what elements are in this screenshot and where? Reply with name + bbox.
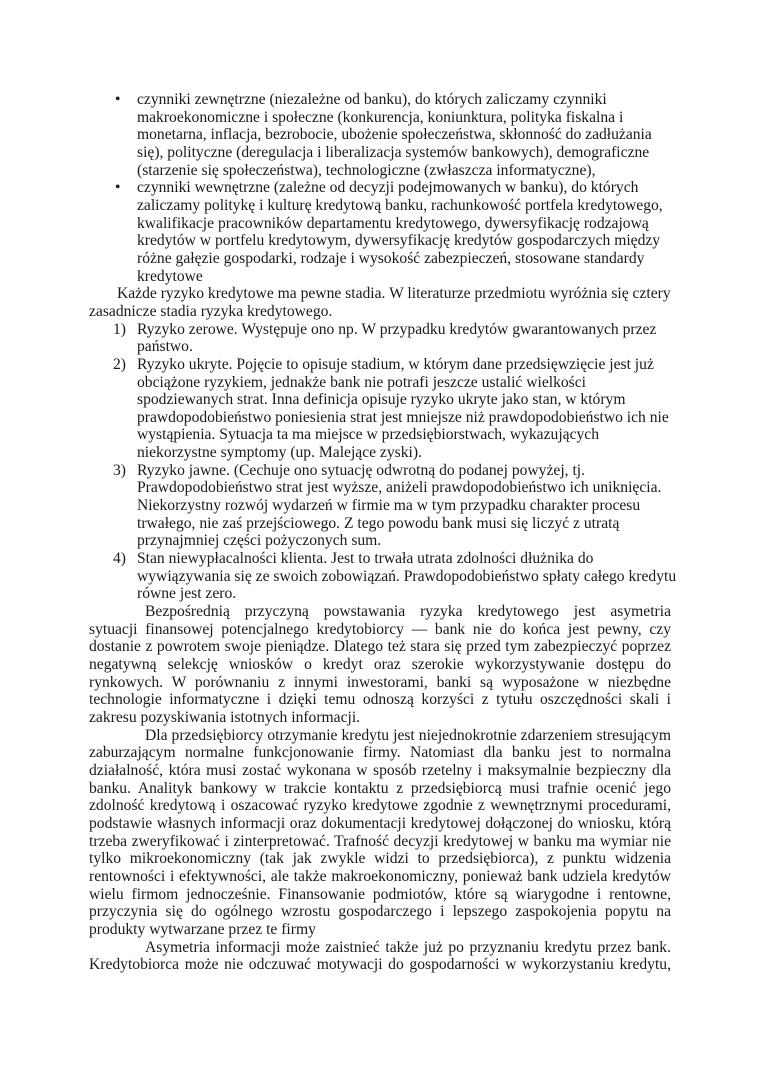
risk-stages-numbered-list <box>89 320 677 604</box>
text-line: różne gałęzie gospodarki, rodzaje i wysokość zabezpieczeń, stosowane standardy <box>137 249 645 267</box>
text-line: prawdopodobieństwo poniesienia strat jest mniejsze niż prawdopodobieństwo ich nie <box>137 408 669 426</box>
text-line: spodziewanych strat. Inna definicja opisuje ryzyko ukryte jako stan, w którym <box>137 391 626 409</box>
text-line: czynniki wewnętrzne (zależne od decyzji podejmowanych w banku), do których <box>137 179 639 197</box>
text-line: Ryzyko jawne. (Cechuje ono sytuację odwrotną do podanej powyżej, tj. <box>137 461 586 479</box>
stage-item-hidden-risk <box>89 356 671 462</box>
text-line: Asymetria informacji może zaistnieć także już po przyznaniu kredytu przez bank. <box>145 938 671 956</box>
text-line: zaburzającym normalne funkcjonowanie firmy. Natomiast dla banku jest to normalna <box>89 744 671 762</box>
text-line: Kredytobiorca może nie odczuwać motywacji do gospodarności w wykorzystaniu kredytu, <box>89 956 671 974</box>
list-number: 1) <box>113 320 126 338</box>
text-line: przynajmniej części pożyczonych sum. <box>137 532 382 550</box>
text-line: monetarna, inflacja, bezrobocie, ubożenie społeczeństwa, skłonność do zadłużania <box>137 126 652 144</box>
text-line: czynniki zewnętrzne (niezależne od banku), do których zaliczamy czynniki <box>137 91 607 108</box>
text-line: trzeba zweryfikować i zinterpretować. Trafność decyzji kredytowej w banku ma wymiar nie <box>89 832 671 850</box>
text-line: makroekonomiczne i społeczne (konkurencja, koniunktura, polityka fiskalna i <box>137 108 624 126</box>
text-line: (starzenie się społeczeństwa), technologiczne (zwłaszcza informatyczne), <box>137 161 596 179</box>
intro-paragraph <box>89 285 671 320</box>
paragraph-information-asymmetry <box>89 603 671 727</box>
stage-item-zero-risk <box>89 321 671 356</box>
text-line: Stan niewypłacalności klienta. Jest to trwała utrata zdolności dłużnika do <box>137 550 594 568</box>
text-line: rynkowych. W porównaniu z innymi inwestorami, banki są wyposażone w niezbędne <box>89 673 671 691</box>
list-number: 3) <box>113 461 126 479</box>
text-line: kredytowe <box>137 267 203 285</box>
text-line: zasadnicze stadia ryzyka kredytowego. <box>89 302 333 320</box>
text-line: działalność, która musi zostać wykonana w sposób rzetelny i maksymalnie bezpieczny dla <box>89 761 671 779</box>
text-line: równe jest zero. <box>137 585 237 603</box>
text-line: obciążone ryzykiem, jednakże bank nie potrafi jeszcze ustalić wielkości <box>137 373 586 391</box>
document-page <box>89 91 677 974</box>
text-line: Ryzyko zerowe. Występuje ono np. W przypadku kredytów gwarantowanych przez <box>137 320 657 338</box>
text-line: dostanie z powrotem swoje pieniądze. Dlatego też stara się przed tym zabezpieczyć poprzez <box>89 638 671 656</box>
paragraph-entrepreneur-credit <box>89 727 671 939</box>
list-number: 2) <box>113 355 126 373</box>
text-line: zakresu pozyskiwania istotnych informacji. <box>89 708 361 726</box>
text-line: kwalifikacje pracowników departamentu kredytowego, dywersyfikację rodzajową <box>137 214 649 232</box>
text-line: produkty wytwarzane przez te firmy <box>89 920 316 938</box>
text-line: podstawie własnych informacji oraz dokumentacji kredytowej dołączonej do wniosku, którą <box>89 814 671 832</box>
text-line: Każde ryzyko kredytowe ma pewne stadia. W literaturze przedmiotu wyróżnia się cztery <box>117 285 671 303</box>
text-line: wielu firmom jednocześnie. Finansowanie podmiotów, które są wiarygodne i rentowne, <box>89 885 671 903</box>
text-line: technologie informatyczne i dzięki temu odnoszą korzyści z tytułu oszczędności skali i <box>89 691 671 709</box>
text-line: wywiązywania się ze swoich zobowiązań. Prawdopodobieństwo spłaty całego kredytu <box>137 567 677 585</box>
text-line: zaliczamy politykę i kulturę kredytową banku, rachunkowość portfela kredytowego, <box>137 196 663 214</box>
text-line: wystąpienia. Sytuacja ta ma miejsce w przedsiębiorstwach, wykazujących <box>137 426 600 444</box>
stage-item-insolvency <box>89 550 677 603</box>
factors-bullet-list <box>89 91 671 285</box>
text-line: Prawdopodobieństwo strat jest wyższe, aniżeli prawdopodobieństwo ich uniknięcia. <box>137 479 662 497</box>
bullet-item-external-factors <box>89 91 671 179</box>
text-line: państwo. <box>137 338 193 356</box>
text-line: przyczynia się do ogólnego wzrostu gospodarczego i lepszego zaspokojenia popytu na <box>89 903 671 921</box>
text-line: Ryzyko ukryte. Pojęcie to opisuje stadium, w którym dane przedsięwzięcie jest już <box>137 355 654 373</box>
text-line: tylko mikroekonomiczny (tak jak zwykle widzi to przedsiębiorca), z punktu widzenia <box>89 850 671 868</box>
bullet-item-internal-factors <box>89 179 671 285</box>
text-line: Bezpośrednią przyczyną powstawania ryzyka kredytowego jest asymetria <box>145 603 671 621</box>
text-line: trwałego, nie zaś przejściowego. Z tego powodu bank musi się liczyć z utratą <box>137 514 620 532</box>
text-line: Dla przedsiębiorcy otrzymanie kredytu jest niejednokrotnie zdarzeniem stresującym <box>145 726 671 744</box>
text-line: się), polityczne (deregulacja i liberalizacja systemów bankowych), demograficzne <box>137 143 650 161</box>
list-number: 4) <box>113 550 126 568</box>
paragraph-post-credit-asymmetry <box>89 939 671 974</box>
text-line: banku. Analityk bankowy w trakcie kontaktu z przedsiębiorcą musi trafnie ocenić jego <box>89 779 671 797</box>
bullet-marker: • <box>115 91 121 108</box>
text-line: negatywną selekcję wniosków o kredyt oraz szerokie wykorzystywanie dostępu do <box>89 656 671 673</box>
text-line: kredytów w portfelu kredytowym, dywersyfikację kredytów gospodarczych między <box>137 232 661 250</box>
text-line: zdolność kredytową i oszacować ryzyko kredytowe zgodnie z wewnętrznymi procedurami, <box>89 797 671 815</box>
text-line: rentowności i efektywności, ale także makroekonomiczny, ponieważ bank udziela kredytów <box>89 867 671 885</box>
text-line: niekorzystne symptomy (up. Malejące zyski). <box>137 444 422 462</box>
bullet-marker: • <box>115 179 121 197</box>
text-line: Niekorzystny rozwój wydarzeń w firmie ma w tym przypadku charakter procesu <box>137 497 641 515</box>
stage-item-open-risk <box>89 462 671 550</box>
text-line: sytuacji finansowej potencjalnego kredytobiorcy — bank nie do końca jest pewny, czy <box>89 620 671 638</box>
